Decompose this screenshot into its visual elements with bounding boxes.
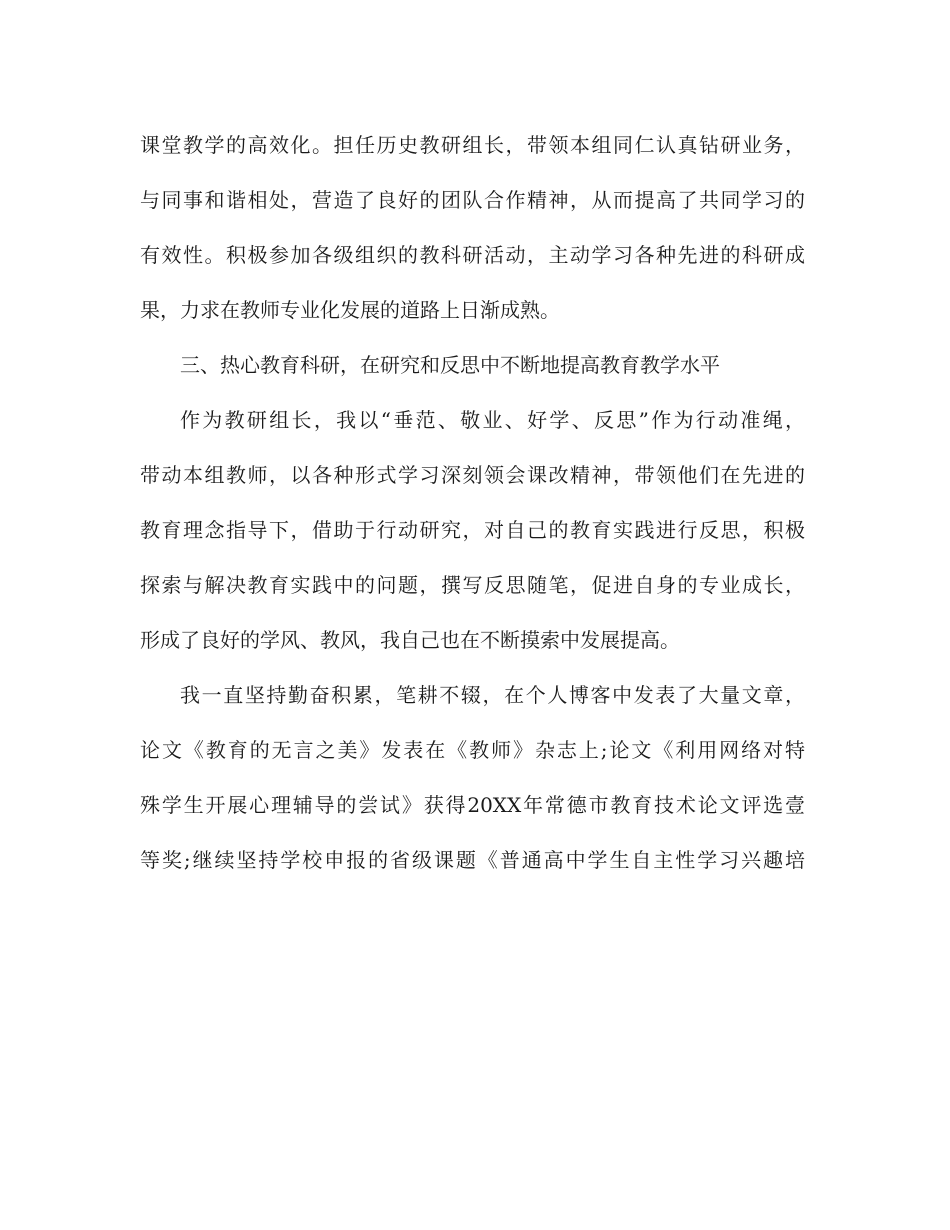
text-line-14: 等奖;继续坚持学校申报的省级课题《普通高中学生自主性学习兴趣培 <box>140 848 805 872</box>
text-line-13: 殊学生开展心理辅导的尝试》获得20XX年常德市教育技术论文评选壹 <box>140 793 805 817</box>
text-line-6: 作为教研组长，我以“垂范、敬业、好学、反思”作为行动准绳， <box>180 408 805 432</box>
text-line-12: 论文《教育的无言之美》发表在《教师》杂志上;论文《利用网络对特 <box>140 738 805 762</box>
text-line-10: 形成了良好的学风、教风，我自己也在不断摸索中发展提高。 <box>140 628 680 652</box>
text-line-3: 有效性。积极参加各级组织的教科研活动，主动学习各种先进的科研成 <box>140 243 805 267</box>
text-line-7: 带动本组教师，以各种形式学习深刻领会课改精神，带领他们在先进的 <box>140 463 805 487</box>
text-line-2: 与同事和谐相处，营造了良好的团队合作精神，从而提高了共同学习的 <box>140 188 805 212</box>
text-line-8: 教育理念指导下，借助于行动研究，对自己的教育实践进行反思，积极 <box>140 518 805 542</box>
text-line-4: 果，力求在教师专业化发展的道路上日渐成熟。 <box>140 298 560 322</box>
text-line-11: 我一直坚持勤奋积累，笔耕不辍，在个人博客中发表了大量文章， <box>180 683 805 707</box>
section-heading: 三、热心教育科研，在研究和反思中不断地提高教育教学水平 <box>180 353 720 377</box>
text-line-9: 探索与解决教育实践中的问题，撰写反思随笔，促进自身的专业成长， <box>140 573 805 597</box>
text-line-1: 课堂教学的高效化。担任历史教研组长，带领本组同仁认真钻研业务， <box>140 133 805 157</box>
body-text <box>140 118 805 888</box>
